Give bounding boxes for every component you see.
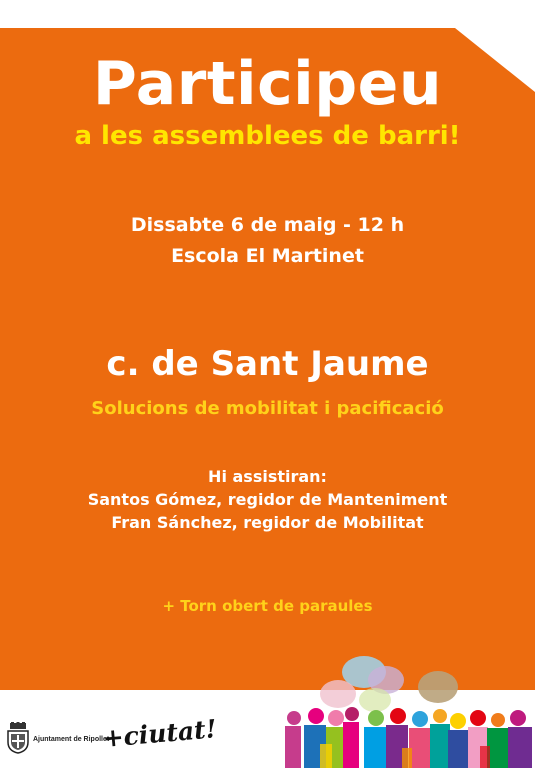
council-name: Ajuntament de Ripollet bbox=[33, 736, 110, 743]
open-floor-note: + Torn obert de paraules bbox=[162, 597, 373, 615]
headline-subtitle: a les assemblees de barri! bbox=[74, 121, 461, 151]
attendees-heading: Hi assistiran: bbox=[208, 467, 327, 486]
attendee-item: Fran Sánchez, regidor de Mobilitat bbox=[111, 513, 424, 532]
headline-title: Participeu bbox=[92, 49, 443, 119]
council-shield-icon bbox=[6, 722, 30, 754]
campaign-logo: +ciutat! bbox=[101, 714, 218, 753]
attendee-item: Santos Gómez, regidor de Manteniment bbox=[87, 490, 448, 509]
crowd-illustration bbox=[280, 652, 535, 768]
topic-description: Solucions de mobilitat i pacificació bbox=[91, 398, 444, 419]
topic-street: c. de Sant Jaume bbox=[106, 344, 429, 384]
event-venue: Escola El Martinet bbox=[171, 245, 364, 267]
event-date-time: Dissabte 6 de maig - 12 h bbox=[130, 214, 405, 236]
